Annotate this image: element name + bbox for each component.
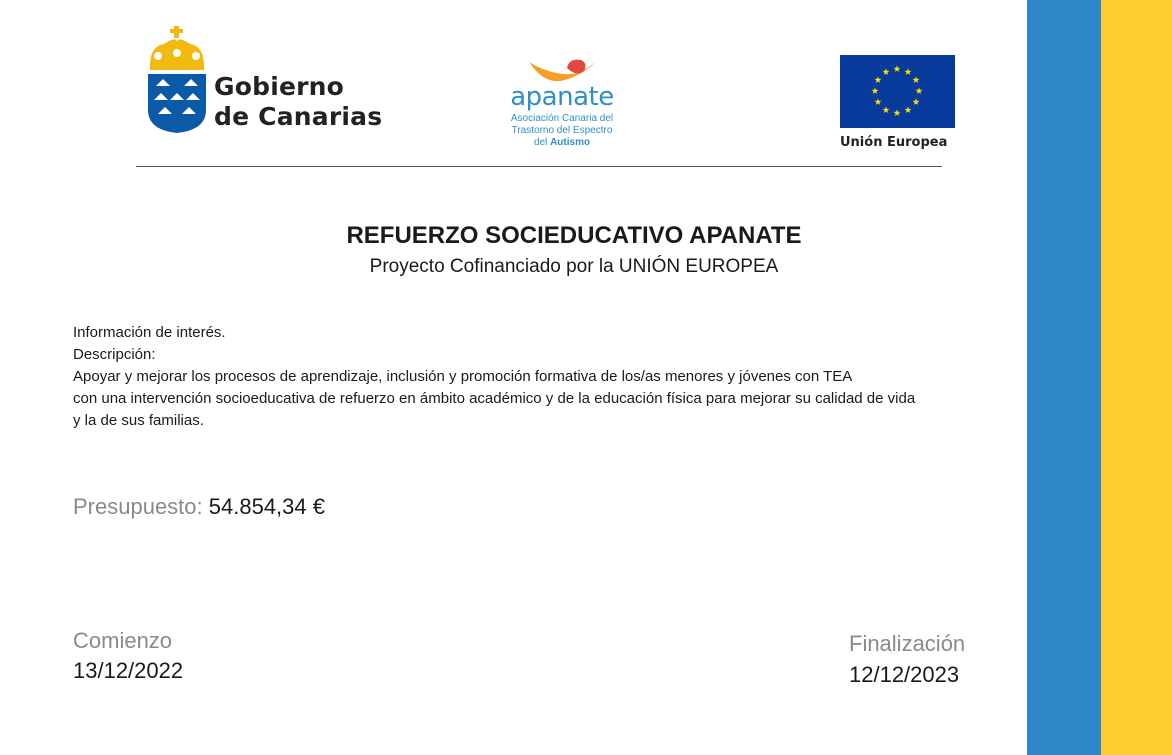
info-heading: Información de interés. [73, 324, 226, 341]
yellow-side-stripe [1101, 0, 1172, 755]
apanate-subtitle-line-2: Trastorno del Espectro [511, 125, 613, 136]
description-label: Descripción: [73, 346, 156, 363]
eu-flag-icon [840, 55, 955, 128]
description-line-1: Apoyar y mejorar los procesos de aprendizaje, inclusión y promoción formativa de los/as menores y jóvenes con TEA [73, 368, 853, 385]
canarias-crest-icon [146, 26, 208, 134]
page-title: REFUERZO SOCIEDUCATIVO APANATE [346, 222, 802, 249]
page-subtitle: Proyecto Cofinanciado por la UNIÓN EUROPEA [369, 256, 779, 277]
budget [73, 494, 325, 520]
description-line-2: con una intervención socioeducativa de refuerzo en ámbito académico y de la educación física para mejorar su calidad de vida [73, 390, 916, 407]
apanate-logo [500, 56, 630, 152]
eu-logo [840, 55, 956, 155]
budget-value: 54.854,34 € [208, 494, 325, 519]
gobierno-text: Gobierno [214, 72, 345, 101]
budget-label: Presupuesto: [73, 494, 203, 519]
start-date: 13/12/2022 [73, 658, 184, 683]
apanate-subtitle-line-3: del Autismo [533, 137, 591, 148]
start-label: Comienzo [73, 628, 173, 653]
end-date: 12/12/2023 [849, 662, 960, 687]
end-label: Finalización [849, 631, 966, 656]
eu-label: Unión Europea [840, 135, 948, 150]
header-divider [136, 166, 942, 167]
description-line-3: y la de sus familias. [73, 412, 204, 429]
apanate-wordmark: apanate [510, 82, 614, 112]
apanate-subtitle-line-1: Asociación Canaria del [510, 113, 614, 124]
blue-side-stripe [1027, 0, 1101, 755]
gobierno-canarias-logo [146, 26, 383, 136]
de-canarias-text: de Canarias [214, 102, 383, 131]
